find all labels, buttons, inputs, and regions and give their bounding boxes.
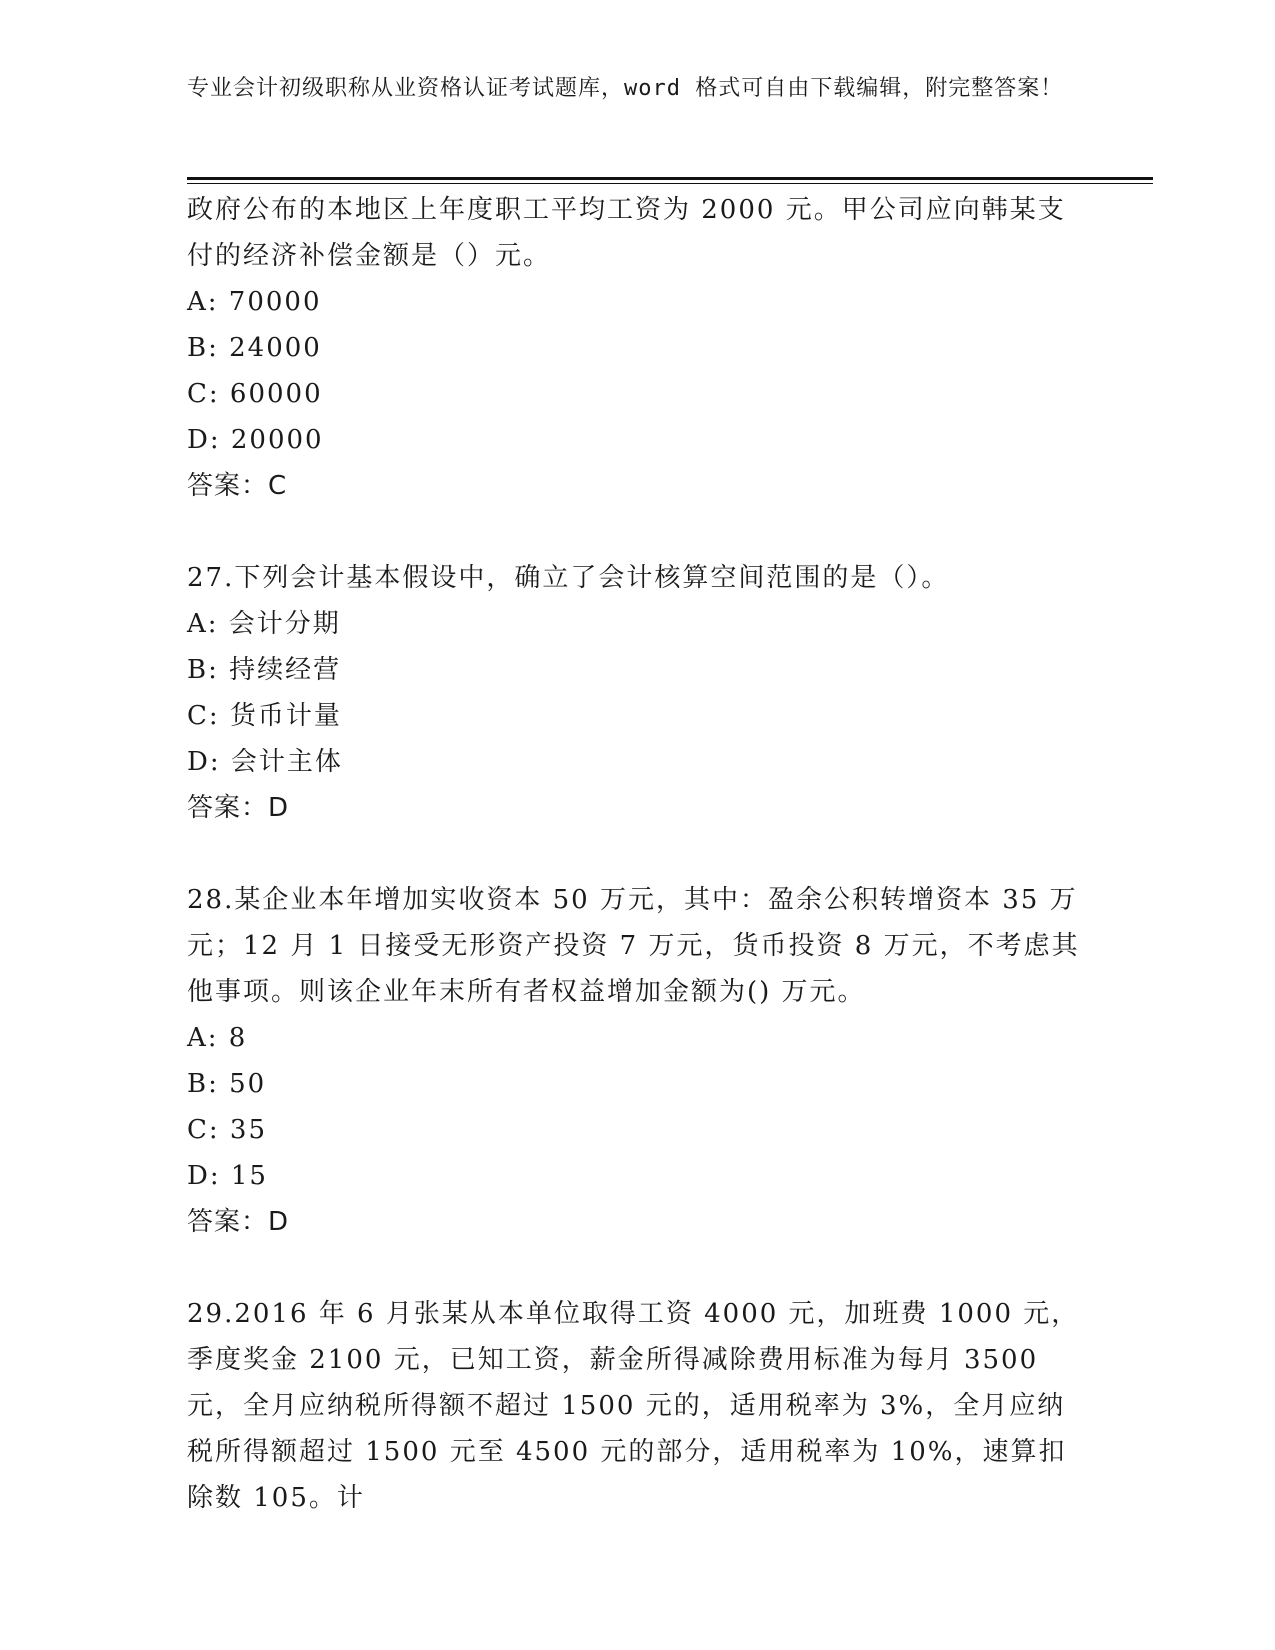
- option-b: B: 持续经营: [187, 655, 342, 685]
- option-c: C: 35: [187, 1115, 268, 1145]
- option-b: B: 24000: [187, 333, 322, 363]
- question-text: 27.下列会计基本假设中，确立了会计核算空间范围的是（）。: [187, 563, 950, 593]
- option-d: D: 20000: [187, 425, 324, 455]
- document-header: 专业会计初级职称从业资格认证考试题库，word 格式可自由下载编辑，附完整答案！: [187, 76, 1064, 101]
- question-text: 29.2016 年 6 月张某从本单位取得工资 4000 元，加班费 1000 元，季度奖金 2100 元，已知工资，薪金所得减除费用标准为每月 3500 元，全月应纳税所得额不超过 1500 元的，适用税率为 3%，全月应纳税所得额超过 1500 元至 4500 元的部分，适用税率为 10%，速算扣除数 105。计: [187, 1299, 1080, 1513]
- option-b: B: 50: [187, 1069, 267, 1099]
- spacer: [187, 1245, 1087, 1291]
- spacer: [187, 831, 1087, 877]
- question-text: 28.某企业本年增加实收资本 50 万元，其中：盈余公积转增资本 35 万元；12 月 1 日接受无形资产投资 7 万元，货币投资 8 万元，不考虑其他事项。则该企业年末所有者权益增加金额为() 万元。: [187, 885, 1080, 1007]
- option-a: A: 8: [187, 1023, 248, 1053]
- question-block: [187, 187, 1087, 509]
- question-block: [187, 1291, 1087, 1521]
- question-block: [187, 555, 1087, 831]
- spacer: [187, 509, 1087, 555]
- answer: 答案：D: [187, 793, 290, 823]
- option-a: A: 70000: [187, 287, 322, 317]
- question-text: 政府公布的本地区上年度职工平均工资为 2000 元。甲公司应向韩某支付的经济补偿金额是（）元。: [187, 195, 1066, 271]
- option-c: C: 60000: [187, 379, 323, 409]
- header-rule-thin: [187, 183, 1153, 184]
- option-a: A: 会计分期: [187, 609, 341, 639]
- question-content: [187, 187, 1087, 1521]
- header-rule-thick: [187, 177, 1153, 180]
- option-d: D: 会计主体: [187, 747, 343, 777]
- question-block: [187, 877, 1087, 1245]
- option-c: C: 货币计量: [187, 701, 342, 731]
- answer: 答案：D: [187, 1207, 290, 1237]
- answer: 答案：C: [187, 471, 288, 501]
- option-d: D: 15: [187, 1161, 268, 1191]
